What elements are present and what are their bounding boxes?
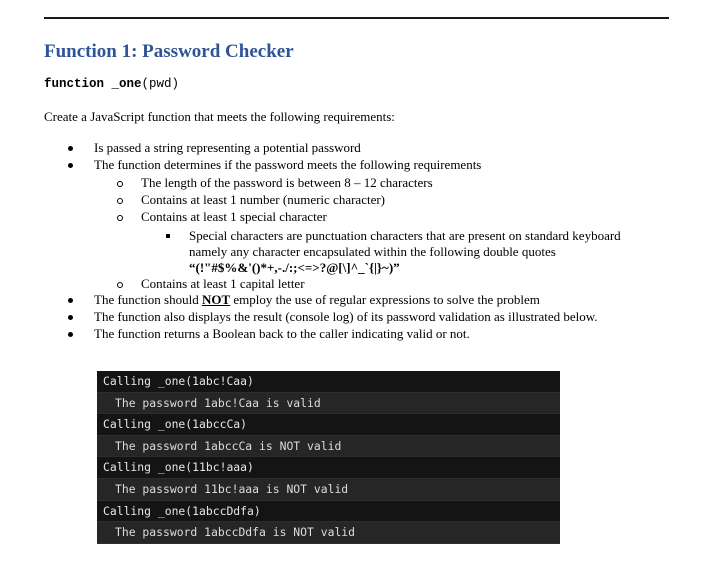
console-line: The password 11bc!aaa is NOT valid [97, 479, 560, 501]
list-item: Contains at least 1 capital letter [141, 276, 305, 291]
top-rule [44, 17, 669, 19]
emphasis-not: NOT [201, 292, 231, 307]
list-item: The function returns a Boolean back to the caller indicating valid or not. [94, 326, 470, 341]
signature-name: _one [111, 77, 142, 91]
console-output [97, 371, 560, 538]
list-item-text: employ the use of regular expressions to solve the problem [230, 292, 540, 307]
signature-params: (pwd) [141, 77, 180, 91]
circle-bullet-icon [117, 198, 123, 204]
console-line: Calling _one(1abccDdfa) [97, 501, 560, 523]
list-item: Contains at least 1 special character [141, 209, 327, 224]
console-line: The password 1abccDdfa is NOT valid [97, 522, 560, 544]
page-title: Function 1: Password Checker [44, 41, 294, 62]
special-characters: “(!"#$%&'()*+,-./:;<=>?@[\]^_`{|}~)” [189, 260, 400, 275]
intro-text: Create a JavaScript function that meets the following requirements: [44, 109, 395, 124]
list-item-continuation: namely any character encapsulated within the following double quotes [189, 244, 556, 259]
console-line: Calling _one(1abccCa) [97, 414, 560, 436]
console-line: Calling _one(1abc!Caa) [97, 371, 560, 393]
list-item: Contains at least 1 number (numeric character) [141, 192, 386, 207]
signature-keyword: function [44, 77, 105, 91]
bullet-icon [68, 163, 73, 168]
circle-bullet-icon [117, 282, 123, 288]
list-item [94, 292, 540, 308]
bullet-icon [68, 315, 73, 320]
console-line: Calling _one(11bc!aaa) [97, 457, 560, 479]
bullet-icon [68, 332, 73, 337]
list-item: Special characters are punctuation characters that are present on standard keyboard [189, 228, 621, 243]
bullet-icon [68, 298, 73, 303]
square-bullet-icon [166, 234, 170, 238]
list-item: The length of the password is between 8 – 12 characters [141, 175, 433, 190]
function-signature [44, 77, 179, 91]
list-item: Is passed a string representing a potential password [94, 140, 361, 155]
list-item: The function also displays the result (console log) of its password validation as illustrated below. [94, 309, 598, 324]
list-item: The function determines if the password meets the following requirements [94, 157, 482, 172]
console-line: The password 1abccCa is NOT valid [97, 436, 560, 458]
bullet-icon [68, 146, 73, 151]
list-item-text: The function should [94, 292, 202, 307]
circle-bullet-icon [117, 181, 123, 187]
circle-bullet-icon [117, 215, 123, 221]
console-line: The password 1abc!Caa is valid [97, 393, 560, 415]
